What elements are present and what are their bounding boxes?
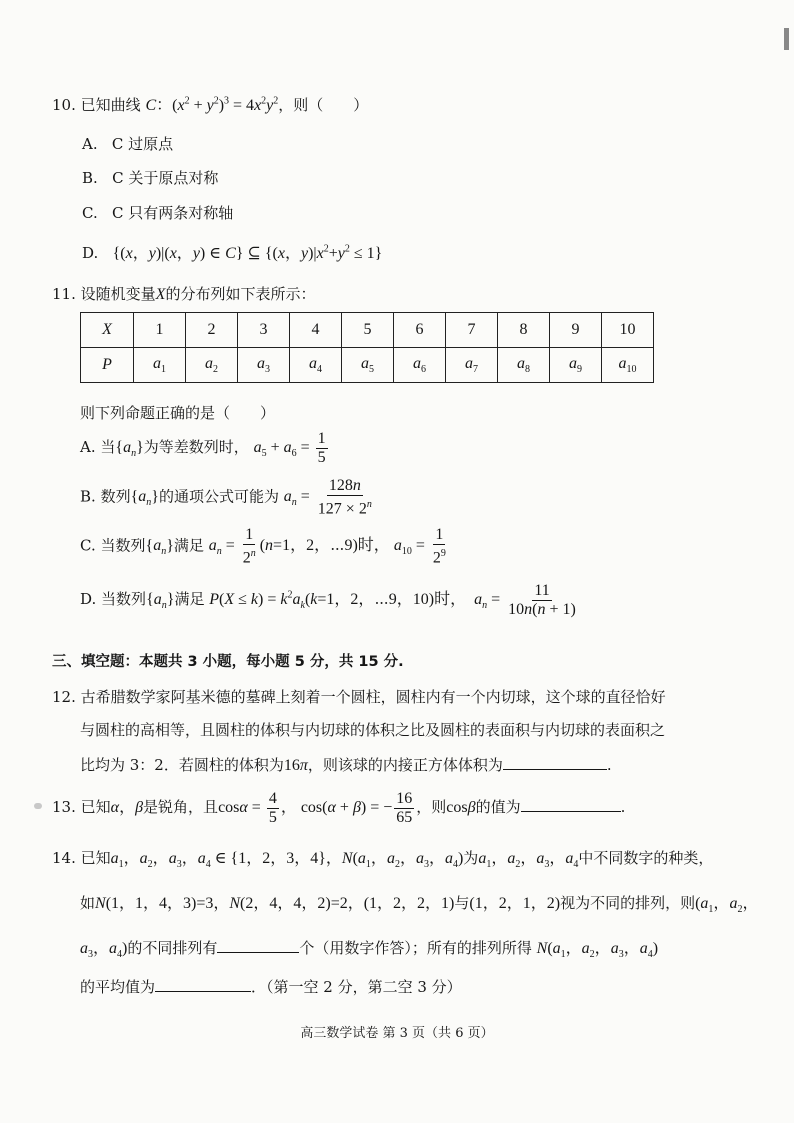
question-14-line-1: 14. 已知$a_1$，$a_2$，$a_3$，$a_4$ ∈ {1，2，3，4}，$N(a_1$，$a_2$，$a_3$，$a_4$)为$a_1$，$a_2$，$a_3$，$a_4$中不同数字的种类， — [52, 849, 714, 871]
question-14-line-2: 如N(1，1，4，3)=3，N(2，4，4，2)=2，(1，2，2，1)与(1，2，1，2)视为不同的排列，则($a_1$，$a_2$， — [80, 894, 759, 916]
page-footer: 高三数学试卷 第 3 页（共 6 页） — [300, 1026, 494, 1041]
question-number: 10. — [52, 96, 76, 114]
math-expression: $a_n$ = $\frac{128n}{127 \times 2^n}$ — [283, 477, 372, 518]
q10-option-d[interactable]: D. {(x，y)|(x，y) ∈ C} ⊆ {(x，$y)|x^2+y^2 \le 1$} — [82, 243, 383, 262]
table-row: P $a_1$ $a_2$ $a_3$ $a_4$ $a_5$ $a_6$ $a_7$ $a_8$ $a_9$ $a_{10}$ — [81, 348, 654, 383]
q10-option-b[interactable]: B. C 关于原点对称 — [82, 169, 219, 187]
math-expression: $a_5 + a_6$ = $\frac{1}{5}$ — [253, 430, 326, 466]
question-11-stem: 11. 设随机变量X的分布列如下表所示： — [52, 285, 316, 303]
question-13: 13. 已知α，β是锐角，且cosα = $\frac{4}{5}$ ， cos(α + β) = − $\frac{16}{65}$ ，则cosβ的值为 . — [52, 790, 626, 826]
math-expression: {(x，y)|(x，y) ∈ C} ⊆ {(x，$y)|x^2+y^2 \le 1$} — [112, 243, 383, 262]
q11-option-b[interactable]: B. 数列$\{a_n\}$的通项公式可能为 $a_n$ = $\frac{128n}{127 \times 2^n}$ — [80, 477, 376, 518]
answer-blank[interactable] — [155, 977, 251, 992]
table-row: X 1 2 3 4 5 6 7 8 9 10 — [81, 313, 654, 348]
section-title: 三、填空题：本题共 3 小题，每小题 5 分，共 15 分. — [52, 654, 404, 670]
scan-edge-mark — [784, 28, 789, 50]
q11-option-d[interactable]: D. 当数列$\{a_n\}$满足 $P(X \le k) = k^2a_k(k=1$，2，⋯9，10)时， $a_n$ = $\frac{11}{10n(n + 1)}$ — [80, 582, 580, 619]
math-expression: C：$(x^2 + y^2)^3 = 4x^2y^2$ — [145, 95, 279, 114]
q10-option-a[interactable]: A. C 过原点 — [82, 135, 174, 153]
question-number: 13. — [52, 798, 76, 817]
answer-paren: ，则（ ） — [278, 96, 369, 114]
question-text: 已知曲线 — [80, 96, 141, 114]
question-14-line-3: $a_3$，$a_4$)的不同排列有 个（用数字作答）；所有的排列所得 $N(a_1$，$a_2$，$a_3$，$a_4$) — [80, 939, 659, 961]
q10-option-c[interactable]: C. C 只有两条对称轴 — [82, 204, 234, 222]
distribution-table — [80, 312, 654, 383]
question-number: 12. — [52, 688, 76, 706]
question-12-line-1: 12. 古希腊数学家阿基米德的墓碑上刻着一个圆柱，圆柱内有一个内切球，这个球的直径恰好 — [52, 688, 666, 706]
answer-blank[interactable] — [521, 797, 621, 812]
question-12-line-3: 比均为 3：2．若圆柱的体积为16π，则该球的内接正方体体积为 . — [80, 756, 612, 774]
scan-dot-mark — [34, 803, 42, 809]
question-number: 14. — [52, 849, 76, 867]
q11-option-c[interactable]: C. 当数列$\{a_n\}$满足 $a_n$ = $\frac{1}{2^n}$ (n=1，2，⋯9)时， $a_{10}$ = $\frac{1}{2^9}$ — [80, 526, 450, 567]
q11-option-a[interactable]: A. 当$\{a_n\}$为等差数列时， $a_5 + a_6$ = $\frac{1}{5}$ — [80, 430, 330, 467]
question-14-line-4: 的平均值为 ．（第一空 2 分，第二空 3 分） — [80, 978, 462, 996]
q11-prompt: 则下列命题正确的是（ ） — [80, 404, 276, 422]
math-expression: $a_n$ = $\frac{1}{2^n}$ (n=1，2，⋯9)时， $a_{10}$ = $\frac{1}{2^9}$ — [208, 526, 446, 567]
question-number: 11. — [52, 285, 76, 303]
question-12-line-2: 与圆柱的高相等，且圆柱的体积与内切球的体积之比及圆柱的表面积与内切球的表面积之 — [80, 721, 666, 739]
question-10-stem — [52, 92, 368, 115]
answer-blank[interactable] — [503, 755, 607, 770]
math-expression: $P(X \le k) = k^2a_k(k=1$，2，⋯9，10)时， $a_n$ = $\frac{11}{10n(n + 1)}$ — [209, 582, 576, 618]
answer-blank[interactable] — [217, 938, 299, 953]
